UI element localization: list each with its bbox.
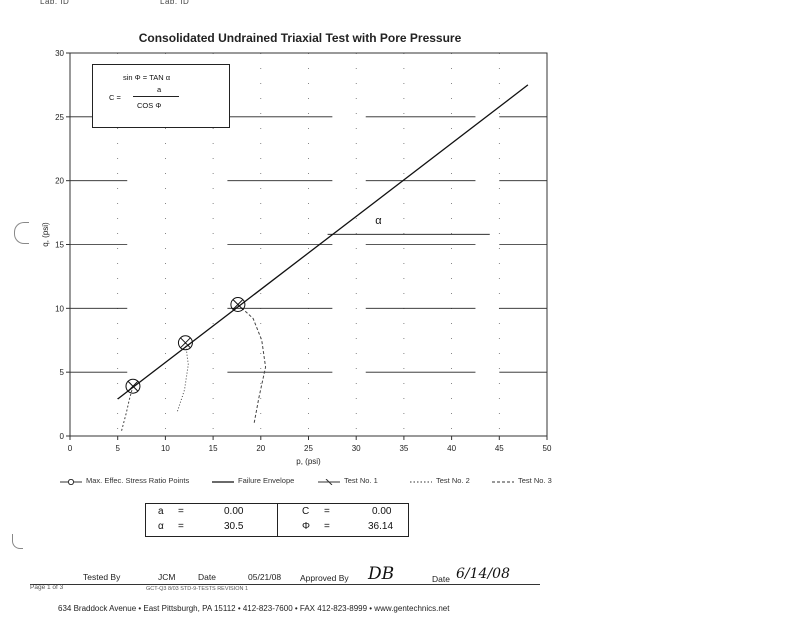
header-fragment-left: Lab. ID [40,0,70,6]
legend-swatch-test-1 [318,478,340,484]
max-stress-point-3 [231,298,245,312]
y-tick-label: 10 [55,304,64,314]
x-tick-label: 20 [256,444,266,453]
tested-by-label: Tested By [83,572,121,582]
x-tick-label: 0 [67,444,73,453]
x-tick-label: 45 [494,444,504,453]
x-tick-label: 25 [304,444,313,453]
result-a-value: 0.00 [224,506,244,517]
approved-by-signature: DB [368,564,395,584]
x-tick-label: 10 [160,444,170,453]
y-tick-label: 15 [55,240,64,250]
result-phi-label: Φ [302,521,310,532]
legend-test-3 [492,476,552,485]
x-tick-label: 50 [542,444,552,453]
test-paths [122,305,266,431]
result-phi-value: 36.14 [368,521,394,532]
legend-failure-envelope [212,476,294,485]
legend-swatch-test-2 [410,478,432,484]
alpha-angle-label: α [375,215,382,228]
date2-label: Date [432,574,450,584]
formula-c-lhs: C = [109,93,121,102]
formula-c-numerator: a [157,85,162,94]
y-axis-label: q, (psi) [41,222,50,247]
y-tick-label: 25 [55,112,64,122]
page-number: Page 1 of 3 [30,584,64,591]
formula-sin-phi: sin Φ = TAN α [123,73,171,82]
date-label: Date [198,572,216,582]
test-path-2 [177,343,188,413]
result-a-label: a [158,506,164,517]
formula-c-denominator: COS Φ [137,101,162,110]
results-box [145,503,409,537]
legend-label-envelope: Failure Envelope [238,476,295,485]
legend-label-test-2: Test No. 2 [436,476,470,485]
form-note: GCT-Q3 8/03 STD-9-TESTS REVISION 1 [146,586,249,592]
date2-signature: 6/14/08 [456,566,510,582]
legend-swatch-max-points [60,478,82,484]
chart-title: Consolidated Undrained Triaxial Test with Pore Pressure [138,31,462,45]
results-divider [277,504,278,536]
y-tick-label: 5 [59,368,64,378]
y-tick-label: 30 [55,49,64,58]
test-path-3 [238,305,266,424]
result-phi-eq: = [324,521,330,532]
formula-fraction-bar [133,96,179,97]
result-c-value: 0.00 [372,506,392,517]
scan-hole-mark-bottom [12,534,23,549]
formula-box [92,64,230,128]
header-fragment-right: Lab. ID [160,0,190,6]
x-tick-label: 15 [208,444,218,453]
x-tick-label: 35 [399,444,409,453]
x-tick-label: 5 [115,444,120,453]
approved-by-label: Approved By [300,573,349,583]
date-value: 05/21/08 [248,572,282,582]
result-alpha-value: 30.5 [224,521,244,532]
failure-envelope-line [118,85,528,399]
max-stress-point-1 [126,379,140,393]
company-address: 634 Braddock Avenue • East Pittsburgh, PA 15112 • 412-823-7600 • FAX 412-823-8999 • www.gentechnics.net [58,604,450,613]
tested-by-value: JCM [158,572,176,582]
x-axis-label: p, (psi) [296,457,321,466]
signature-rule [30,584,540,585]
legend-test-2 [410,476,470,485]
result-a-eq: = [178,506,184,517]
legend-label-test-1: Test No. 1 [344,476,378,485]
legend-swatch-test-3 [492,478,514,484]
y-tick-label: 0 [59,432,64,441]
x-tick-label: 40 [447,444,457,453]
result-alpha-eq: = [178,521,184,532]
x-tick-label: 30 [351,444,361,453]
legend-test-1 [318,476,378,485]
legend-swatch-envelope [212,478,234,484]
legend-label-max-points: Max. Effec. Stress Ratio Points [86,476,190,485]
y-tick-label: 20 [55,176,64,186]
legend-label-test-3: Test No. 3 [518,476,552,485]
result-alpha-label: α [158,521,164,532]
result-c-eq: = [324,506,330,517]
result-c-label: C [302,506,310,517]
legend-max-points [60,476,189,485]
